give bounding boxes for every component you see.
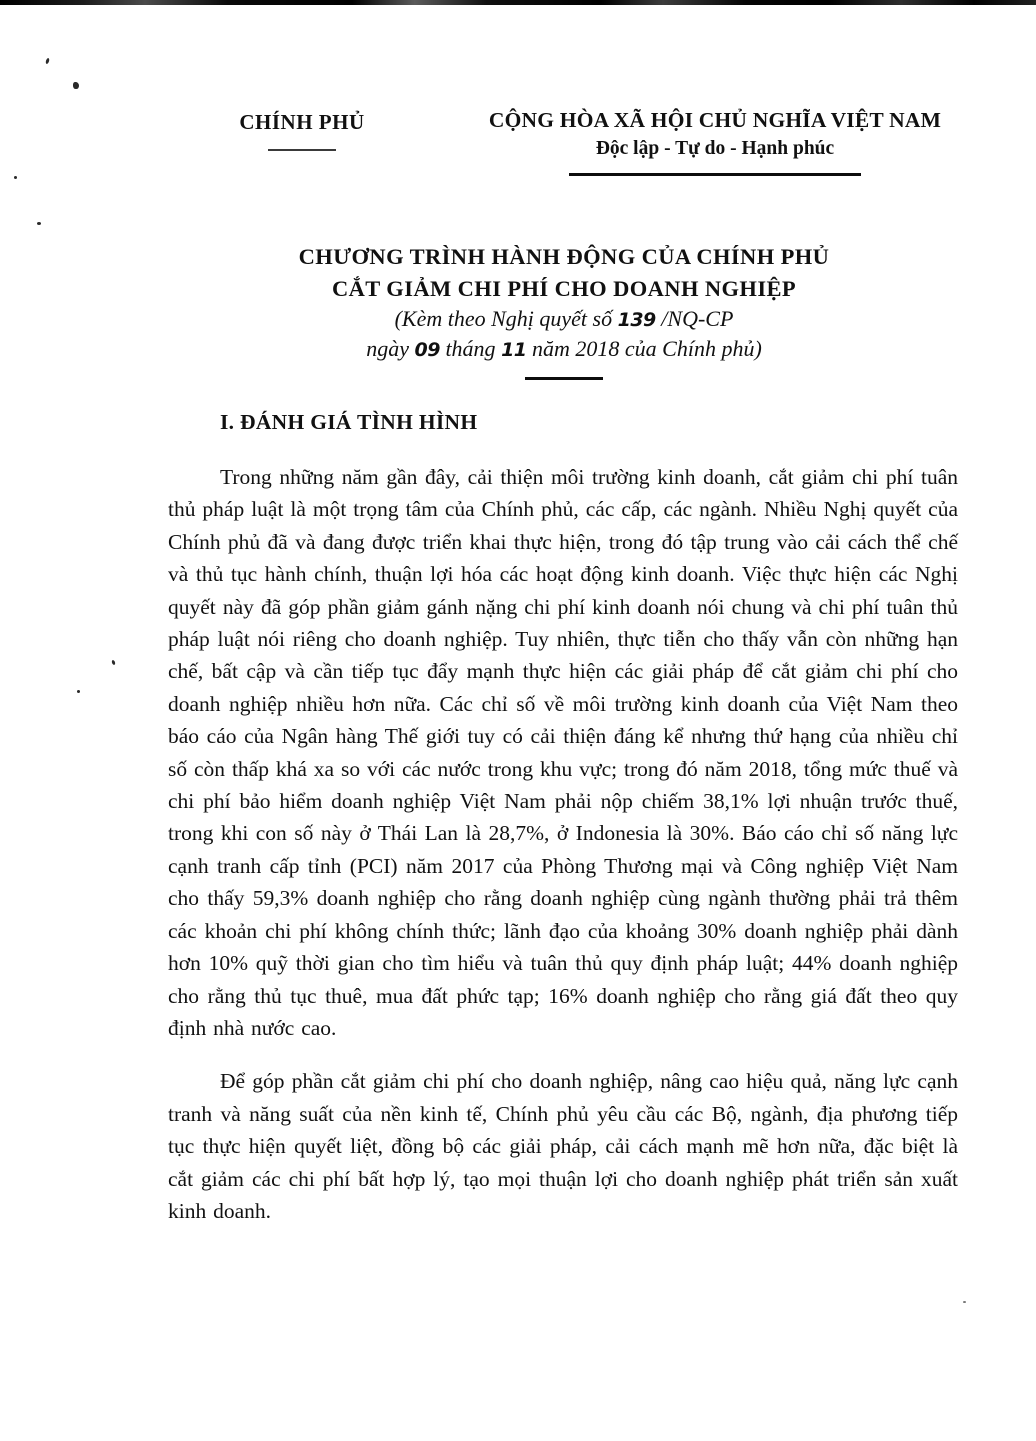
document-title-line2: CẮT GIẢM CHI PHÍ CHO DOANH NGHIỆP — [331, 276, 797, 301]
document-title-block — [168, 241, 960, 380]
date-suffix: năm 2018 của Chính phủ) — [526, 335, 762, 361]
national-title: CỘNG HÒA XÃ HỘI CHỦ NGHĨA VIỆT NAM — [488, 108, 942, 132]
document-title-line1: CHƯƠNG TRÌNH HÀNH ĐỘNG CỦA CHÍNH PHỦ — [298, 244, 830, 269]
section-heading: I. ĐÁNH GIÁ TÌNH HÌNH — [220, 410, 478, 434]
date-prefix: ngày — [366, 335, 415, 361]
decree-number-handwritten: 139 — [617, 309, 656, 331]
document-body — [168, 410, 958, 1248]
date-day-handwritten: 09 — [414, 338, 440, 361]
date-month-handwritten: 11 — [501, 338, 527, 361]
issuing-org-name: CHÍNH PHỦ — [239, 110, 365, 134]
national-motto: Độc lập - Tự do - Hạnh phúc — [595, 138, 835, 159]
motto-divider — [569, 173, 861, 176]
issuing-org-block — [222, 110, 382, 151]
scan-speckle — [45, 58, 50, 65]
national-header-block — [455, 108, 975, 176]
org-divider — [268, 149, 336, 151]
scan-speckle — [73, 82, 79, 89]
scan-speckle — [14, 176, 17, 179]
title-divider — [525, 377, 603, 380]
attachment-reference — [168, 305, 960, 335]
scan-speckle — [77, 690, 80, 693]
scan-speckle — [111, 660, 116, 666]
attachment-date — [168, 335, 960, 365]
attachment-prefix: (Kèm theo Nghị quyết số — [394, 306, 618, 331]
date-mid: tháng — [439, 335, 502, 361]
scan-speckle — [963, 1301, 966, 1303]
body-paragraph: Để góp phần cắt giảm chi phí cho doanh nghiệp, nâng cao hiệu quả, năng lực cạnh tranh và năng suất của nền kinh tế, Chính phủ yêu cầu các Bộ, ngành, địa phương tiếp tục thực hiện quyết liệt, đồng bộ các giải pháp, cải cách mạnh mẽ hơn nữa, đặc biệt là cắt giảm các chi phí bất hợp lý, tạo mọi thuận lợi cho doanh nghiệp phát triển sản xuất kinh doanh. — [168, 1069, 958, 1223]
attachment-suffix: /NQ-CP — [655, 306, 734, 331]
scan-speckle — [37, 222, 41, 225]
scan-edge-artifact — [0, 0, 1036, 5]
body-paragraph: Trong những năm gần đây, cải thiện môi trường kinh doanh, cắt giảm chi phí tuân thủ pháp luật là một trọng tâm của Chính phủ, các cấp, các ngành. Nhiều Nghị quyết của Chính phủ đã và đang được triển khai thực hiện, trong đó tập trung vào cải cách thể chế và thủ tục hành chính, thuận lợi hóa các hoạt động kinh doanh. Việc thực hiện các Nghị quyết này đã góp phần giảm gánh nặng chi phí kinh doanh nói chung và chi phí tuân thủ pháp luật nói riêng cho doanh nghiệp. Tuy nhiên, thực tiễn cho thấy vẫn còn những hạn chế, bất cập và cần tiếp tục đẩy mạnh thực hiện các giải pháp để cắt giảm chi phí cho doanh nghiệp nhiều hơn nữa. Các chỉ số về môi trường kinh doanh của Việt Nam theo báo cáo của Ngân hàng Thế giới tuy có cải thiện đáng kể nhưng thứ hạng của nhiều chỉ số còn thấp khá xa so với các nước trong khu vực; trong đó năm 2018, tổng mức thuế và chi phí bảo hiểm doanh nghiệp Việt Nam phải nộp chiếm 38,1% lợi nhuận trước thuế, trong khi con số này ở Thái Lan là 28,7%, ở Indonesia là 30%. Báo cáo chỉ số năng lực cạnh tranh cấp tỉnh (PCI) năm 2017 của Phòng Thương mại và Công nghiệp Việt Nam cho thấy 59,3% doanh nghiệp cho rằng doanh nghiệp cùng ngành thường phải trả thêm các khoản chi phí không chính thức; lãnh đạo của khoảng 30% doanh nghiệp phải dành hơn 10% quỹ thời gian cho tìm hiểu và tuân thủ quy định pháp luật; 44% doanh nghiệp cho rằng thủ tục thuê, mua đất phức tạp; 16% doanh nghiệp cho rằng giá đất theo quy định nhà nước cao. — [168, 465, 958, 1040]
